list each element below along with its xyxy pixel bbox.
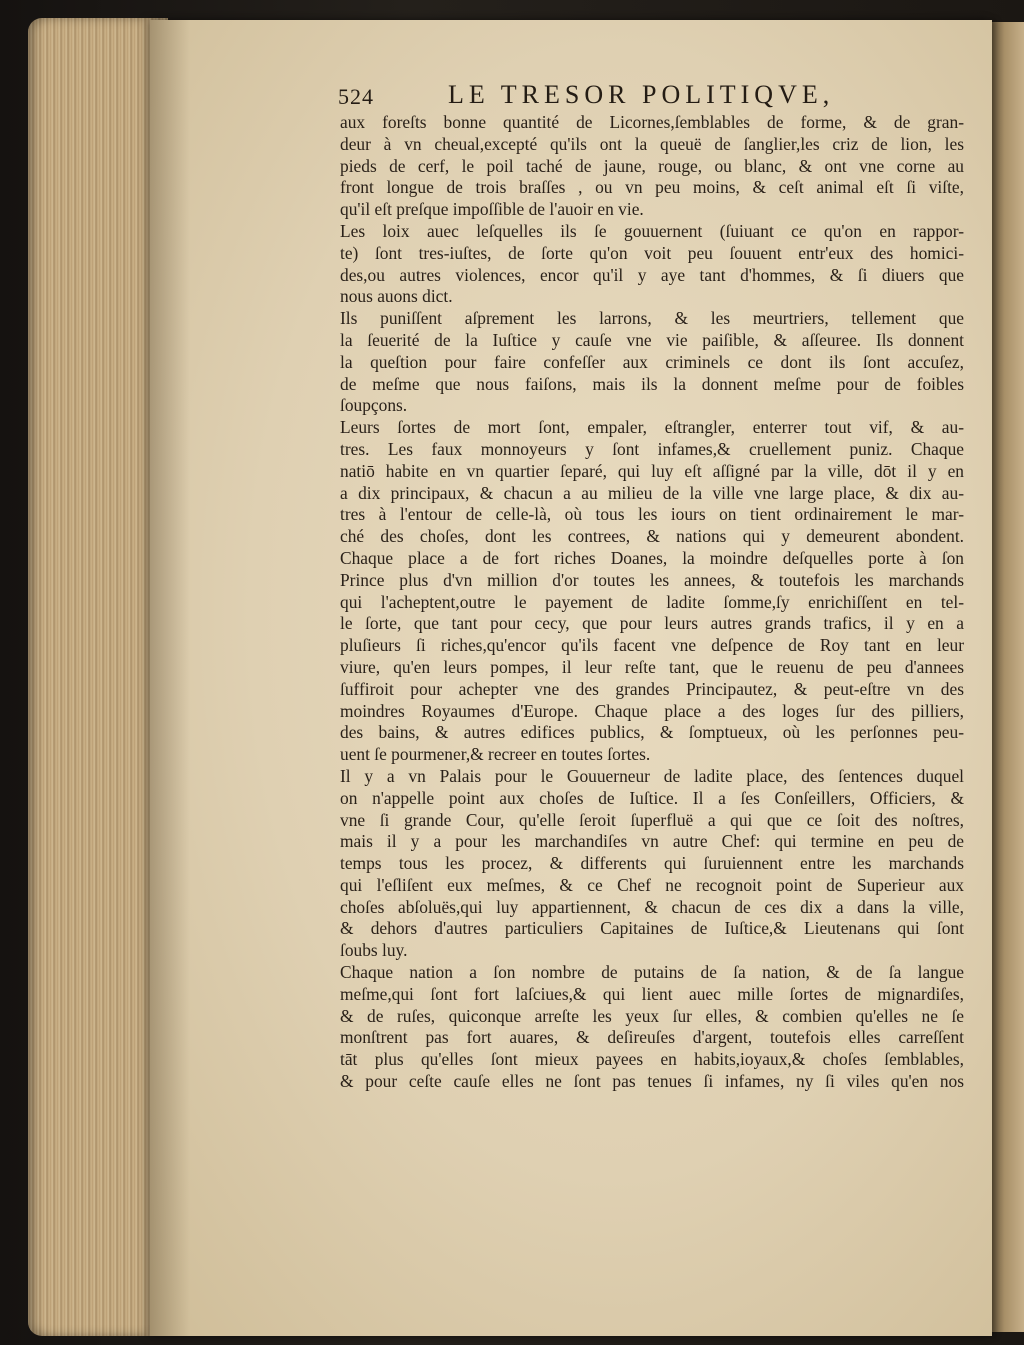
text-line: & de ruſes, quiconque arreſte les yeux ſur elles, & combien qu'elles ne ſe (340, 1005, 964, 1026)
text-line: tres à l'entour de celle-là, où tous les iours on tient ordinairement le mar- (340, 504, 964, 525)
text-line: des,ou autres violences, encor qu'il y aye tant d'hommes, & ſi diuers que (340, 264, 964, 285)
text-line: meſme,qui ſont fort laſciues,& qui lient auec mille ſortes de mignardiſes, (340, 983, 964, 1004)
text-line: te) ſont tres-iuſtes, de ſorte qu'on voit peu ſouuent entr'eux des homici- (340, 242, 964, 263)
text-line: Les loix auec leſquelles ils ſe gouuernent (ſuiuant ce qu'on en rappor- (340, 220, 964, 241)
text-line: qui l'eſliſent eux meſmes, & ce Chef ne recognoit point de Superieur aux (340, 874, 964, 895)
text-line: deur à vn cheual,excepté qu'ils ont la queuë de ſanglier,les criz de lion, les (340, 133, 964, 154)
facing-page-edge (992, 22, 1024, 1332)
text-line: front longue de trois braſſes , ou vn peu moins, & ceſt animal eſt ſi viſte, (340, 177, 964, 198)
text-line: Chaque nation a ſon nombre de putains de ſa nation, & de ſa langue (340, 962, 964, 983)
text-line: viure, qu'en leurs pompes, il leur reſte tant, que le reuenu de peu d'annees (340, 656, 964, 677)
text-line: temps tous les procez, & differents qui ſuruiennent entre les marchands (340, 853, 964, 874)
text-line: moindres Royaumes d'Europe. Chaque place a des loges ſur des pilliers, (340, 700, 964, 721)
text-line: qui l'acheptent,outre le payement de ladite ſomme,ſy enrichiſſent en tel- (340, 591, 964, 612)
text-line: Leurs ſortes de mort ſont, empaler, eſtrangler, enterrer tout vif, & au- (340, 417, 964, 438)
text-line: pieds de cerf, le poil taché de jaune, rouge, ou blanc, & ont vne corne au (340, 155, 964, 176)
page-number: 524 (338, 84, 374, 109)
text-line: qu'il eſt preſque impoſſible de l'auoir en vie. (340, 199, 644, 220)
text-line: pluſieurs ſi riches,qu'encor qu'ils facent vne deſpence de Roy tant en leur (340, 635, 964, 656)
text-line: aux foreſts bonne quantité de Licornes,ſemblables de forme, & de gran- (340, 112, 964, 132)
text-line: a dix principaux, & chacun a au milieu de la ville vne large place, & dix au- (340, 482, 964, 503)
text-line: vne ſi grande Cour, qu'elle ſeroit ſuperfluë a qui que ce ſoit des noſtres, (340, 809, 964, 830)
text-line: natiō habite en vn quartier ſeparé, qui luy eſt aſſigné par la ville, dōt il y en (340, 460, 964, 481)
text-line: tāt plus qu'elles ſont mieux payees en habits,ioyaux,& choſes ſemblables, (340, 1049, 964, 1070)
text-line: uent ſe pourmener,& recreer en toutes ſortes. (340, 744, 651, 765)
text-line: ſoupçons. (340, 395, 408, 416)
running-head (338, 80, 958, 116)
text-line: nous auons dict. (340, 286, 453, 307)
spine-shadow (150, 20, 190, 1336)
text-line: & pour ceſte cauſe elles ne ſont pas tenues ſi infames, ny ſi viles qu'en nos (340, 1071, 964, 1092)
text-line: & dehors d'autres particuliers Capitaines de Iuſtice,& Lieutenans qui ſont (340, 918, 964, 939)
text-line: la ſeuerité de la Iuſtice y cauſe vne vie paiſible, & aſſeuree. Ils donnent (340, 329, 964, 350)
running-title: LE TRESOR POLITIQVE, (448, 80, 835, 109)
text-line: ſoubs luy. (340, 940, 408, 961)
text-line: le ſorte, que tant pour cecy, que pour leurs autres grands trafics, il y en a (340, 613, 964, 634)
text-line: monſtrent pas fort auares, & deſireuſes d'argent, toutefois elles carreſſent (340, 1027, 964, 1048)
text-line: Il y a vn Palais pour le Gouuerneur de ladite place, des ſentences duquel (340, 765, 964, 786)
text-line: ché des choſes, dont les contrees, & nations qui y demeurent abondent. (340, 526, 964, 547)
text-line: on n'appelle point aux choſes de Iuſtice. Il a ſes Conſeillers, Officiers, & (340, 787, 964, 808)
text-line: mais il y a pour les marchandiſes vn autre Chef: qui termine en peu de (340, 831, 964, 852)
text-line: de meſme que nous faiſons, mais ils la donnent meſme pour de foibles (340, 373, 964, 394)
text-line: des bains, & autres edifices publics, & ſomptueux, où les perſonnes peu- (340, 722, 964, 743)
text-line: Chaque place a de fort riches Doanes, la moindre deſquelles porte à ſon (340, 547, 964, 568)
text-line: choſes abſoluës,qui luy appartiennent, & chacun de ces dix a dans la ville, (340, 896, 964, 917)
text-line: Ils puniſſent aſprement les larrons, & les meurtriers, tellement que (340, 308, 964, 329)
body-text (340, 112, 964, 1093)
text-line: Prince plus d'vn million d'or toutes les annees, & toutefois les marchands (340, 569, 964, 590)
text-line: la queſtion pour faire confeſſer aux criminels ce dont ils ſont accuſez, (340, 351, 964, 372)
text-line: tres. Les faux monnoyeurs y ſont infames,& cruellement puniz. Chaque (340, 438, 964, 459)
text-line: ſuffiroit pour achepter vne des grandes Principautez, & peut-eſtre vn des (340, 678, 964, 699)
page-edges (28, 18, 168, 1336)
